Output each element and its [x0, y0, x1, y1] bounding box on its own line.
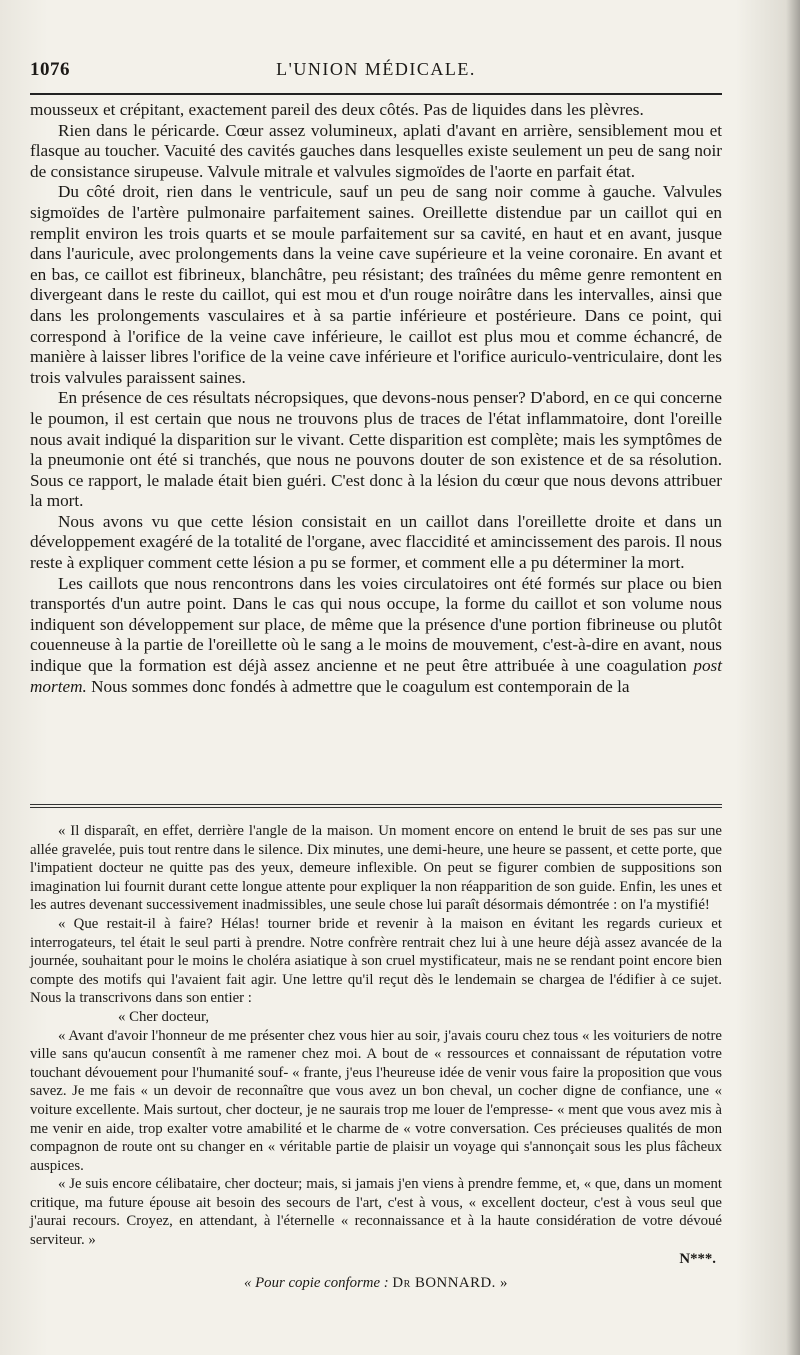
- note-paragraph: « Il disparaît, en effet, derrière l'angle de la maison. Un moment encore on entend le bruit de ses pas sur une allée gravelée, puis tout rentre dans le silence. Dix minutes, une demi-heure, une heure se passent, et cette porte, que l'impatient docteur ne quitte pas des yeux, demeure inflexible. On peut se figurer combien de suppositions son imagination lui fournit durant cette longue attente pour expliquer la non réapparition de son guide. Enfin, les unes et les autres devenant successivement inadmissibles, une seule chose lui paraît désormais démontrée : on l'a mystifié!: [30, 823, 722, 914]
- attribution: [30, 1274, 722, 1293]
- italic-phrase: post mortem.: [30, 656, 723, 696]
- paragraph: [30, 574, 722, 698]
- paragraph: Du côté droit, rien dans le ventricule, sauf un peu de sang noir comme à gauche. Valvules sigmoïdes de l'artère pulmonaire parfaitement saines. Oreillette distendue par un caillot qui en remplit environ les trois quarts et se moule parfaitement sur sa cavité, en haut et en avant, jusque dans l'auricule, avec prolongements dans la veine cave supérieure et la veine coronaire. En avant et en bas, ce caillot est fibrineux, blanchâtre, peu résistant; des traînées du même genre remontent en divergeant dans le reste du caillot, qui est mou et d'un rouge noirâtre dans les intervalles, ainsi que dans les prolongements vasculaires et à sa partie inférieure et postérieure. Dans ce point, qui correspond à l'orifice de la veine cave inférieure, le caillot est plus mou et comme échancré, de manière à laisser libres l'orifice de la veine cave inférieure et l'orifice auriculo-ventriculaire, dont les trois valvules paraissent saines.: [30, 182, 722, 387]
- main-text: [30, 100, 722, 697]
- note-paragraph: « Que restait-il à faire? Hélas! tourner bride et revenir à la maison en évitant les regards curieux et interrogateurs, tel était le seul parti à prendre. Notre confrère rentrait chez lui à une heure déjà assez avancée de la journée, souhaitant pour le moins le choléra asiatique à son cruel mystificateur, mais ne se rendant point encore bien compte des motifs qui l'avaient fait agir. Une lettre qu'il reçut dès le lendemain se chargea de l'édifier à ce sujet. Nous la transcrivons dans son entier :: [30, 915, 722, 1007]
- letter-greeting: « Cher docteur,: [118, 1008, 210, 1025]
- header-rule: [30, 93, 722, 95]
- paragraph: Nous avons vu que cette lésion consistait en un caillot dans l'oreillette droite et dans un développement exagéré de la totalité de l'organe, avec flaccidité et amincissement des parois. Il nous reste à expliquer comment cette lésion a pu se former, et comment elle a pu déterminer la mort.: [30, 511, 722, 573]
- paragraph: En présence de ces résultats nécropsiques, que devons-nous penser? D'abord, en ce qui concerne le poumon, il est certain que nous ne trouvons plus de traces de l'état inflammatoire, dont l'oreille nous avait indiqué la disparition sur le vivant. Cette disparition est complète; mais les symptômes de la pneumonie ont été si tranchés, que nous ne pouvons douter de son existence et de sa résolution. Sous ce rapport, le malade était bien guéri. C'est donc à la lésion du cœur que nous devons attribuer la mort.: [30, 388, 722, 511]
- page-edge-shadow: [786, 0, 800, 1355]
- attribution-name: Dr BONNARD. »: [392, 1274, 508, 1291]
- letter-paragraph: « Je suis encore célibataire, cher docteur; mais, si jamais j'en viens à prendre femme, et, « que, dans un moment critique, ma future épouse ait besoin des secours de l'art, c'est à vous, « excellent docteur, c'est à vous seul que j'aurai recours. Croyez, en attendant, à l'éternelle « reconnaissance et à la haute considération de votre dévoué serviteur. »: [30, 1176, 722, 1249]
- journal-title: L'UNION MÉDICALE.: [276, 59, 476, 79]
- paragraph-text: Les caillots que nous rencontrons dans les voies circulatoires ont été formés sur place ou bien transportés d'un autre point. Dans le cas qui nous occupe, la forme du caillot et son volume nous indiquent son développement sur place, de même que la présence d'une portion fibrineuse ou plutôt couenneuse à la partie de l'oreillette où le sang a le moins de mouvement, c'est-à-dire en avant, nous indique que la formation est déjà assez ancienne et ne peut être attribuée à une coagulation: [30, 573, 722, 676]
- letter-paragraph: « Avant d'avoir l'honneur de me présenter chez vous hier au soir, j'avais couru chez tous « les voituriers de notre ville sans qu'aucun consentît à me ramener chez moi. A bout de « ressources et connaissant de réputation votre touchant dévouement pour l'humanité souf- « frante, j'eus l'heureuse idée de venir vous faire la proposition que vous savez. Je me fais « un devoir de reconnaître que vous avez un bon cheval, un cocher digne de confiance, une « voiture excellente. Mais surtout, cher docteur, je ne saurais trop me louer de l'empresse- « ment que vous avez mis à me venir en aide, trop exalter votre amabilité et le charme de « votre conversation. Ces précieuses qualités de mon compagnon de route ont su changer en « véritable partie de plaisir un voyage qui s'annonçait sous les plus fâcheux auspices.: [30, 1027, 722, 1174]
- paragraph: Rien dans le péricarde. Cœur assez volumineux, aplati d'avant en arrière, sensiblement mou et flasque au toucher. Vacuité des cavités gauches dans lesquelles existe seulement un peu de sang noir de consistance sirupeuse. Valvule mitrale et valvules sigmoïdes de l'aorte en parfait état.: [30, 120, 722, 181]
- footnote-separator: [30, 804, 722, 805]
- feuilleton-text: [30, 822, 722, 1292]
- signature-row: [30, 1250, 722, 1268]
- page-number: 1076: [30, 59, 70, 80]
- running-header: [30, 55, 722, 85]
- footnote-separator-2: [30, 807, 722, 808]
- paragraph-text: Nous sommes donc fondés à admettre que le coagulum est contemporain de la: [86, 676, 630, 696]
- paragraph: mousseux et crépitant, exactement pareil des deux côtés. Pas de liquides dans les plèvres.: [30, 100, 644, 119]
- attribution-label: « Pour copie conforme :: [244, 1274, 389, 1291]
- letter-signature: N***.: [679, 1250, 716, 1267]
